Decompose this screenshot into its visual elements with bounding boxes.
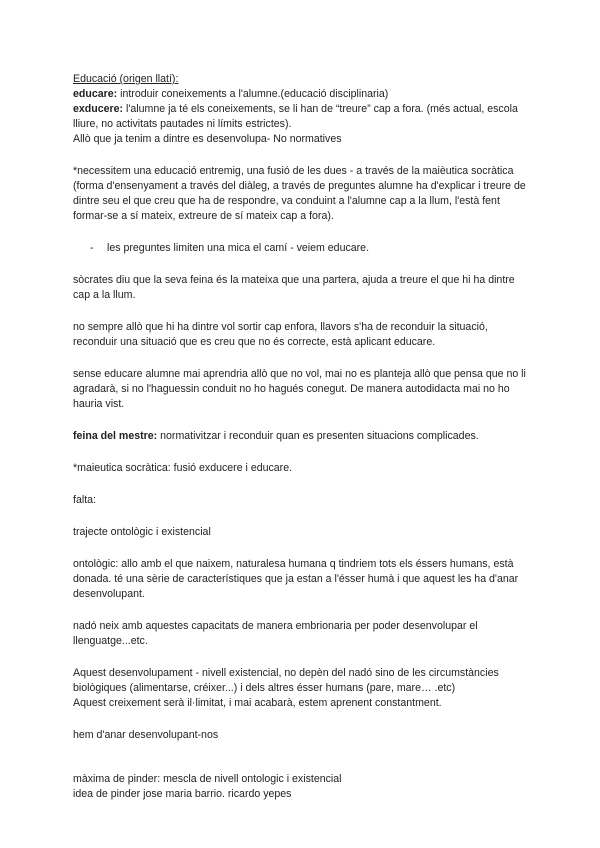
hem-paragraph: hem d'anar desenvolupant-nos [73,729,219,741]
maieutica-paragraph: *maieutica socràtica: fusió exducere i educare. [73,462,293,474]
bullet-text: les preguntes limiten una mica el camí - veiem educare. [107,242,370,254]
document-page [73,72,533,802]
maxima-paragraph: màxima de pinder: mescla de nivell ontologic i existencial [73,773,342,785]
no-sempre-paragraph: no sempre allò que hi ha dintre vol sortir cap enfora, llavors s'ha de reconduir la situació, reconduir una situació que es creu que no és correcte, està aplicant educare. [73,321,488,348]
socrates-paragraph: sòcrates diu que la seva feina és la mateixa que una partera, ajuda a treure el que hi ha dintre cap a la llum. [73,274,515,301]
nado-paragraph: nadó neix amb aquestes capacitats de manera embrionaria per poder desenvolupar el llenguatge...etc. [73,620,478,647]
bullet-marker: - [90,242,94,254]
page-title: Educació (origen llatí): [73,73,179,85]
exducere-definition [73,102,533,132]
necessitem-paragraph: *necessitem una educació entremig, una fusió de les dues - a través de la maièutica socràtica (forma d'ensenyament a través del diàleg, a través de preguntes alumne ha d'explicar i treure de dintre seu el que creu que ha de respondre, va conduint a l'alumne cap a la llum, l'està fent formar-se a sí mateix, extreure de sí mateix cap a fora). [73,165,526,222]
feina-term: feina del mestre: [73,430,158,442]
educare-term: educare: [73,88,118,100]
feina-text: normativitzar i reconduir quan es presenten situacions complicades. [157,430,479,442]
bullet-item [73,241,533,256]
educare-definition [73,87,533,102]
falta-paragraph: falta: [73,494,96,506]
educare-text: introduir coneixements a l'alumne.(educació disciplinaria) [117,88,389,100]
exducere-term: exducere: [73,103,124,115]
idea-paragraph: idea de pinder jose maria barrio. ricardo yepes [73,788,292,800]
feina-paragraph [73,429,533,444]
ontologic-paragraph: ontològic: allo amb el que naixem, naturalesa humana q tindriem tots els éssers humans, està donada. té una sèrie de característiques que ja estan a l'ésser humà i que aquest les ha d'anar desenvolupant. [73,558,519,600]
sense-paragraph: sense educare alumne mai aprendria allò que no vol, mai no es planteja allò que pensa que no li agradarà, si no l'haguessin conduit no ho hagués conegut. De manera autodidacta mai no ho hauria vist. [73,368,526,410]
desenvolupament-paragraph: Aquest desenvolupament - nivell existencial, no depèn del nadó sino de les circumstàncies biològiques (alimentarse, créixer...) i dels altres ésser humans (pare, mare… .etc) [73,667,499,694]
allo-paragraph: Allò que ja tenim a dintre es desenvolupa- No normatives [73,133,342,145]
exducere-text: l'alumne ja té els coneixements, se li han de “treure” cap a fora. (més actual, escola lliure, no activitats pautades ni límits estrictes). [73,103,518,130]
trajecte-paragraph: trajecte ontològic i existencial [73,526,211,538]
creixement-paragraph: Aquest creixement serà il·limitat, i mai acabarà, estem aprenent constantment. [73,697,442,709]
